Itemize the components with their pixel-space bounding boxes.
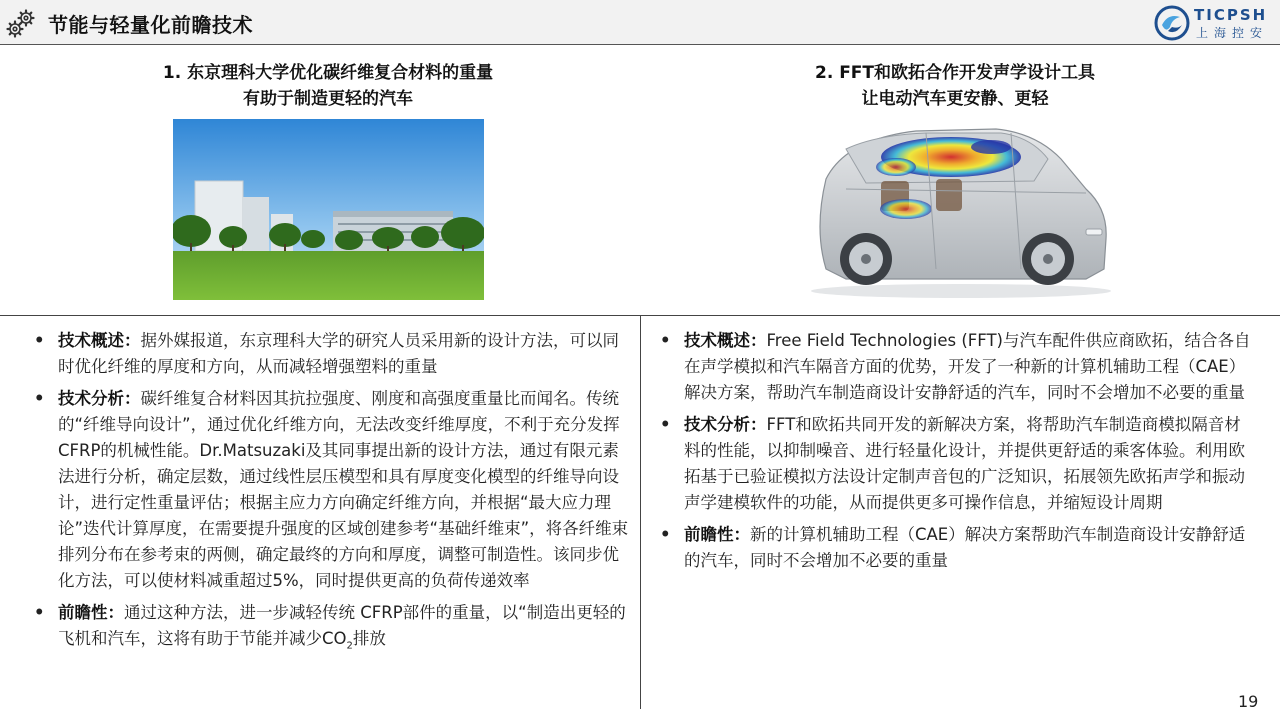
bullet-label: 前瞻性： xyxy=(684,525,750,544)
bullet-text: 新的计算机辅助工程（CAE）解决方案帮助汽车制造商设计安静舒适的汽车，同时不会增加不必要的重量 xyxy=(684,525,1246,570)
left-heading-line1: 1. 东京理科大学优化碳纤维复合材料的重量 xyxy=(162,63,494,83)
campus-photo xyxy=(173,119,484,300)
bullet-text: Free Field Technologies (FFT)与汽车配件供应商欧拓，结合各自在声学模拟和汽车隔音方面的优势，开发了一种新的计算机辅助工程（CAE）解决方案，帮助汽车制造商设计安静舒适的汽车，同时不会增加不必要的重量 xyxy=(684,331,1251,402)
bullet-item xyxy=(30,328,630,380)
left-heading xyxy=(0,60,656,112)
logo-text-cn: 上海控安 xyxy=(1196,26,1269,40)
subscript-2: 2 xyxy=(346,640,353,652)
bullet-item xyxy=(656,412,1256,516)
bullet-dot: • xyxy=(660,331,671,350)
car-acoustic-simulation-image xyxy=(786,119,1122,300)
page-title: 节能与轻量化前瞻技术 xyxy=(48,13,253,37)
bullet-text: 据外媒报道，东京理科大学的研究人员采用新的设计方法，可以同时优化纤维的厚度和方向，从而减轻增强塑料的重量 xyxy=(58,331,619,376)
right-heading xyxy=(630,60,1280,112)
bullet-label: 技术概述： xyxy=(684,331,767,350)
logo-mark-icon xyxy=(1154,5,1190,41)
bullet-dot: • xyxy=(34,331,45,350)
gears-icon xyxy=(6,8,38,38)
page-number: 19 xyxy=(1238,692,1259,711)
company-logo xyxy=(1154,3,1274,43)
bullet-item xyxy=(656,522,1256,574)
bullet-item xyxy=(30,600,630,659)
bullet-text: 通过这种方法，进一步减轻传统 CFRP部件的重量，以“制造出更轻的飞机和汽车，这将有助于节能并减少CO xyxy=(58,603,626,648)
bullet-dot: • xyxy=(660,525,671,544)
bullet-text: 碳纤维复合材料因其抗拉强度、刚度和高强度重量比而闻名。传统的“纤维导向设计”，通过优化纤维方向，无法改变纤维厚度，不利于充分发挥CFRP的机械性能。Dr.Matsuzaki及其同事提出新的设计方法，通过有限元素法进行分析，确定层数，通过线性层压模型和具有厚度变化模型的纤维导向设计，进行定性重量评估；根据主应力方向确定纤维方向，并根据“最大应力理论”迭代计算厚度，在需要提升强度的区域创建参考“基础纤维束”，将各纤维束排列分布在参考束的两侧，确定最终的方向和厚度，调整可制造性。该同步优化方法，可以使材料减重超过5%，同时提供更高的负荷传递效率 xyxy=(58,389,629,590)
bullet-dot: • xyxy=(660,415,671,434)
bullet-label: 技术概述： xyxy=(58,331,141,350)
header-bar xyxy=(0,0,1280,45)
right-heading-line2: 让电动汽车更安静、更轻 xyxy=(861,89,1049,109)
logo-text-en: TICPSH xyxy=(1194,6,1268,24)
right-column xyxy=(656,328,1256,580)
bullet-text: FFT和欧拓共同开发的新解决方案，将帮助汽车制造商模拟隔音材料的性能，以抑制噪音、进行轻量化设计，并提供更舒适的乘客体验。利用欧拓基于已验证模拟方法设计定制声音包的广泛知识，拓展领先欧拓声学和振动声学建模软件的功能，从而提供更多可操作信息，并缩短设计周期 xyxy=(684,415,1245,512)
right-heading-line1: 2. FFT和欧拓合作开发声学设计工具 xyxy=(814,63,1096,83)
left-heading-line2: 有助于制造更轻的汽车 xyxy=(243,89,413,109)
bullet-dot: • xyxy=(34,389,45,408)
bullet-text-end: 排放 xyxy=(352,629,386,648)
bullet-dot: • xyxy=(34,603,45,622)
bullet-item xyxy=(30,386,630,594)
section-divider-vertical xyxy=(640,315,641,709)
bullet-label: 技术分析： xyxy=(684,415,767,434)
left-column xyxy=(30,328,630,665)
bullet-item xyxy=(656,328,1256,406)
bullet-label: 前瞻性： xyxy=(58,603,124,622)
bullet-label: 技术分析： xyxy=(58,389,141,408)
